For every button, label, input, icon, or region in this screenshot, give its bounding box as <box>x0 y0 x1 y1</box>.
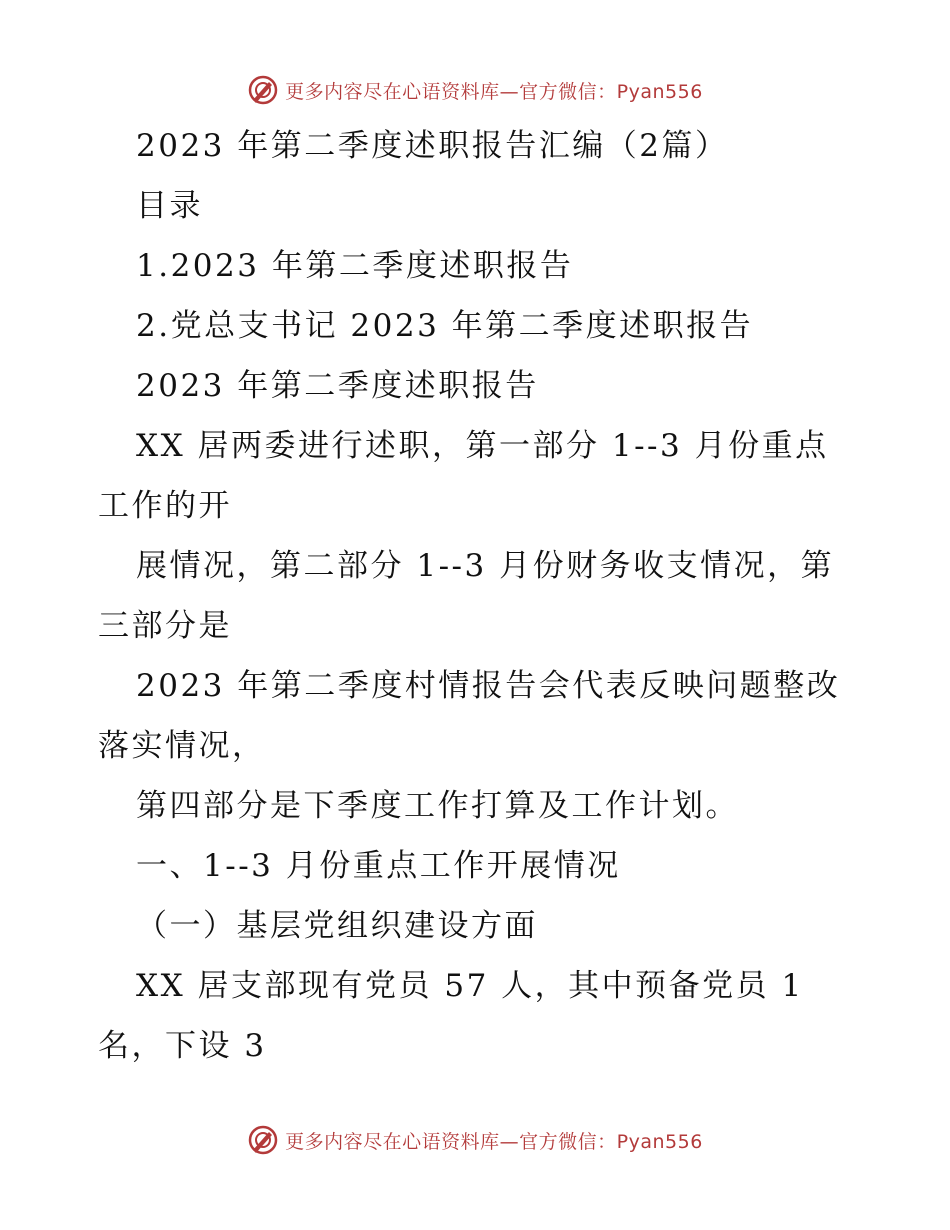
text-line: 2023 年第二季度述职报告汇编（2篇） <box>136 128 729 164</box>
header-watermark <box>0 74 950 106</box>
text-line: 工作的开 <box>98 488 232 524</box>
text-line: 2.党总支书记 2023 年第二季度述职报告 <box>136 308 754 344</box>
pen-logo-icon <box>247 1124 279 1156</box>
footer-watermark <box>0 1124 950 1156</box>
text-line: 目录 <box>136 188 203 224</box>
text-line: 三部分是 <box>98 608 232 644</box>
text-line: 2023 年第二季度述职报告 <box>136 368 539 404</box>
text-line: 第四部分是下季度工作打算及工作计划。 <box>136 788 739 824</box>
text-line: 展情况，第二部分 1--3 月份财务收支情况，第 <box>136 548 835 584</box>
text-line: （一）基层党组织建设方面 <box>136 908 538 944</box>
pen-logo-icon <box>247 74 279 106</box>
text-line: 一、1--3 月份重点工作开展情况 <box>136 848 621 884</box>
text-line: 1.2023 年第二季度述职报告 <box>136 248 574 284</box>
text-line: XX 居支部现有党员 57 人，其中预备党员 1 <box>136 968 804 1004</box>
watermark-text: 更多内容尽在心语资料库—官方微信：Pyan556 <box>285 80 703 103</box>
text-line: 2023 年第二季度村情报告会代表反映问题整改 <box>136 668 841 704</box>
watermark-text: 更多内容尽在心语资料库—官方微信：Pyan556 <box>285 1130 703 1153</box>
text-line: XX 居两委进行述职，第一部分 1--3 月份重点 <box>136 428 829 464</box>
text-line: 名，下设 3 <box>98 1028 267 1064</box>
document-body <box>98 116 858 1076</box>
text-line: 落实情况， <box>98 728 266 764</box>
